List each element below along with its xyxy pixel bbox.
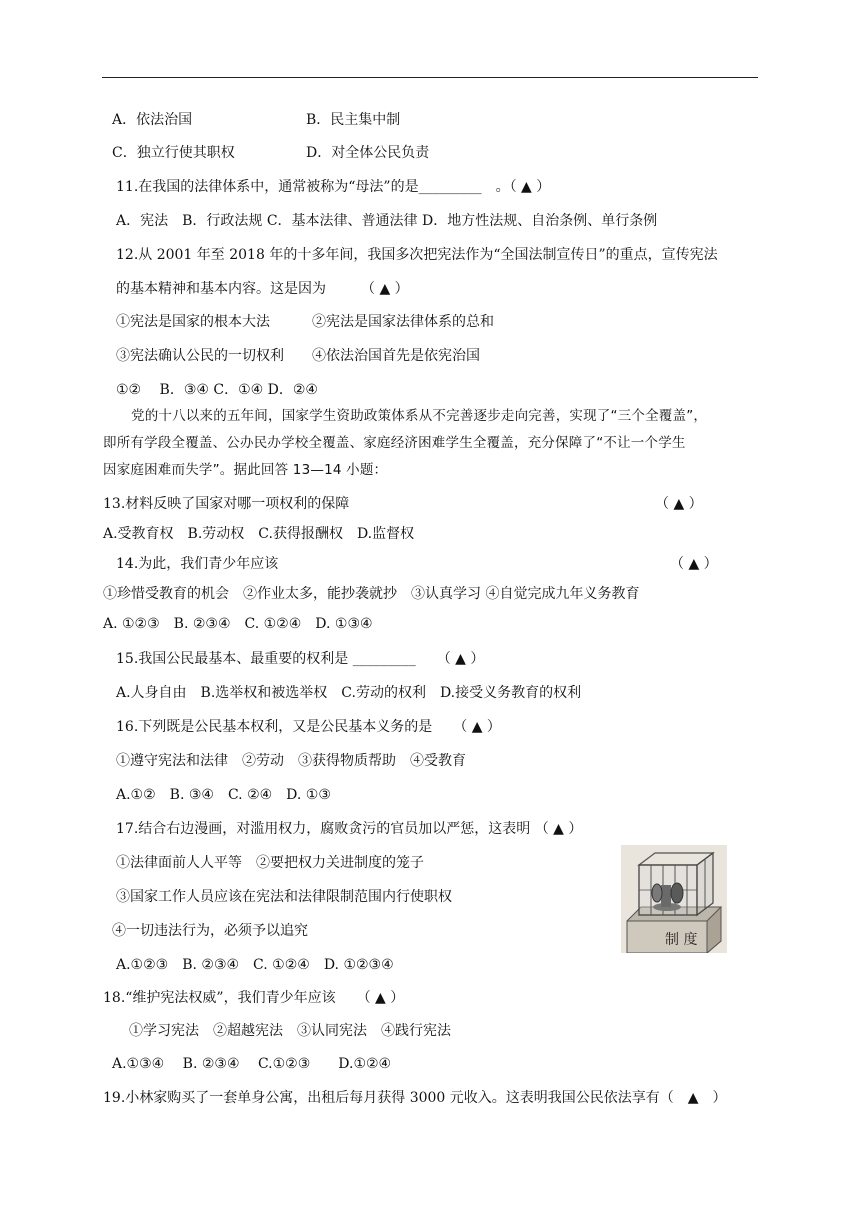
q17-item2: ③国家工作人员应该在宪法和法律限制范围内行使职权 — [116, 889, 452, 905]
q19-stem: 19.小林家购买了一套单身公寓，出租后每月获得 3000 元收入。这表明我国公民依法享有（ ▲ ） — [103, 1090, 727, 1106]
material-line1: 党的十八以来的五年间，国家学生资助政策体系从不完善逐步走向完善，实现了“三个全覆盖”， — [131, 408, 708, 424]
q13-answer-mark: （ ▲ ） — [655, 496, 703, 512]
q18-items: ①学习宪法 ②超越宪法 ③认同宪法 ④践行宪法 — [129, 1023, 451, 1039]
q17-item3: ④一切违法行为，必须予以追究 — [112, 923, 308, 939]
q10-option-c: C．独立行使其职权 — [112, 145, 235, 161]
q14-answer-mark: （ ▲ ） — [670, 556, 718, 572]
cartoon-caption: 制 度 — [665, 932, 698, 948]
q10-option-b: B．民主集中制 — [306, 112, 401, 128]
q12-items-row1: ①宪法是国家的根本大法 ②宪法是国家法律体系的总和 — [116, 314, 494, 330]
q14-options: A. ①②③ B. ②③④ C. ①②④ D. ①③④ — [103, 616, 373, 632]
q14-items: ①珍惜受教育的机会 ②作业太多，能抄袭就抄 ③认真学习 ④自觉完成九年义务教育 — [103, 586, 640, 602]
q16-items: ①遵守宪法和法律 ②劳动 ③获得物质帮助 ④受教育 — [116, 753, 466, 769]
q16-options: A.①② B. ③④ C. ②④ D. ①③ — [116, 787, 331, 803]
q12-stem-line1: 12.从 2001 年至 2018 年的十多年间，我国多次把宪法作为“全国法制宣传日”的重点，宣传宪法 — [116, 247, 718, 263]
q17-stem: 17.结合右边漫画，对滥用权力，腐败贪污的官员加以严惩，这表明 （ ▲ ） — [116, 821, 583, 837]
q16-stem: 16.下列既是公民基本权利，又是公民基本义务的是 （ ▲ ） — [116, 719, 501, 735]
q15-options: A.人身自由 B.选举权和被选举权 C.劳动的权利 D.接受义务教育的权利 — [116, 685, 582, 701]
q13-options: A.受教育权 B.劳动权 C.获得报酬权 D.监督权 — [103, 526, 415, 542]
header-rule — [102, 77, 758, 78]
q10-option-a: A．依法治国 — [112, 112, 193, 128]
q11-options: A．宪法 B．行政法规 C．基本法律、普通法律 D．地方性法规、自治条例、单行条例 — [116, 213, 658, 229]
q18-stem: 18.“维护宪法权威”，我们青少年应该 （ ▲ ） — [103, 990, 405, 1006]
cartoon-power-cage-image — [621, 845, 727, 953]
q18-options: A.①③④ B. ②③④ C.①②③ D.①②④ — [112, 1056, 392, 1072]
q10-option-d: D．对全体公民负责 — [306, 145, 430, 161]
q13-stem: 13.材料反映了国家对哪一项权利的保障 — [103, 496, 350, 512]
q15-stem: 15.我国公民最基本、最重要的权利是 _________ （ ▲ ） — [116, 651, 485, 667]
q17-item1: ①法律面前人人平等 ②要把权力关进制度的笼子 — [116, 855, 424, 871]
q12-options: ①② B．③④ C．①④ D．②④ — [116, 382, 318, 398]
q14-stem: 14.为此，我们青少年应该 — [116, 556, 279, 572]
material-line2: 即所有学段全覆盖、公办民办学校全覆盖、家庭经济困难学生全覆盖，充分保障了“不让一个学生 — [103, 435, 686, 451]
q12-stem-line2: 的基本精神和基本内容。这是因为 （ ▲ ） — [116, 281, 409, 297]
q11-stem: 11.在我国的法律体系中，通常被称为“母法”的是_________ 。（ ▲ ） — [116, 179, 551, 195]
q17-options: A.①②③ B. ②③④ C. ①②④ D. ①②③④ — [116, 957, 394, 973]
q12-items-row2: ③宪法确认公民的一切权利 ④依法治国首先是依宪治国 — [116, 348, 480, 364]
material-line3: 因家庭困难而失学”。据此回答 13—14 小题： — [103, 462, 388, 478]
